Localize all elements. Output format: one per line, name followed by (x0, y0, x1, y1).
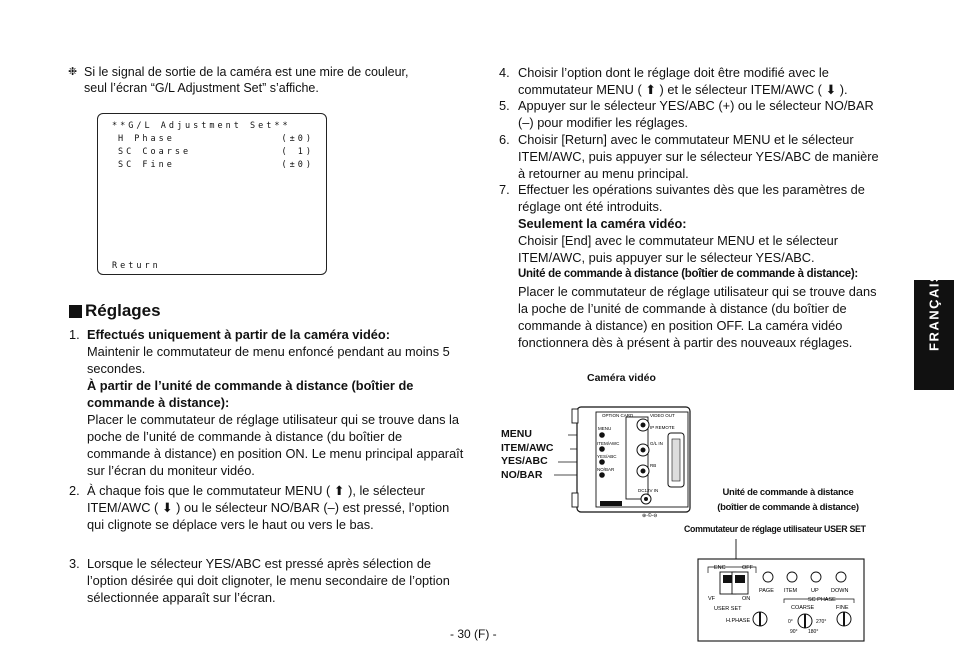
monitor-screen (97, 113, 327, 275)
monitor-row-value: (±0) (281, 134, 314, 144)
item-text: Choisir [Return] avec le commutateur MENU et le sélecteur ITEM/AWC, puis appuyer sur le sélecteur YES/ABC de manière à retourner au menu principal. (518, 132, 879, 181)
monitor-title: **G/L Adjustment Set** (112, 121, 291, 131)
enc-label: ENC (714, 565, 726, 571)
item-button (787, 572, 797, 582)
menu-label: MENU (598, 426, 612, 431)
down-label: DOWN (831, 588, 849, 594)
hphase-label: H.PHASE (726, 618, 751, 624)
monitor-row-value: (±0) (281, 160, 314, 170)
sc-phase-label: SC PHASE (808, 597, 836, 603)
item-label: ITEM (784, 588, 798, 594)
monitor-footer: Return (112, 261, 161, 271)
item-number: 3. (69, 556, 80, 571)
user-set-label: USER SET (714, 606, 742, 612)
note-paragraph (68, 64, 428, 96)
dc12v-label: DC12V IN (638, 488, 659, 493)
monitor-row-label: H Phase (118, 134, 175, 144)
item-text: Placer le commutateur de réglage utilisateur qui se trouve dans la poche de l’unité de commande à distance (du boîtier de commande à distance) en position OFF. La caméra vidéo fonctionnera dès à présent à partir des nouveaux réglages. (518, 284, 877, 350)
remote-caption-line: (boîtier de commande à distance) (717, 502, 859, 513)
item-number: 1. (69, 327, 80, 342)
label-yes-abc: YES/ABC (501, 455, 548, 467)
item-subheading: Unité de commande à distance (boîtier de commande à distance): (518, 268, 858, 280)
item-subheading: À partir de l’unité de commande à distance (boîtier de commande à distance): (87, 378, 414, 410)
deg180-label: 180° (808, 629, 819, 635)
user-set-caption: Commutateur de réglage utilisateur USER SET (684, 524, 866, 534)
page-label: PAGE (759, 588, 774, 594)
item-awc-label: ITEM/AWC (597, 441, 620, 446)
deg90-label: 90° (790, 629, 798, 635)
language-tab-label: FRANÇAIS (926, 271, 942, 351)
page-number: - 30 (F) - (450, 627, 497, 641)
item-text: Choisir [End] avec le commutateur MENU et le sélecteur ITEM/AWC, puis appuyer sur le sélecteur YES/ABC. (518, 233, 839, 265)
item-number: 5. (499, 98, 510, 113)
section-title: Réglages (85, 301, 161, 320)
video-out-label: VIDEO OUT (650, 413, 675, 418)
menu-button (599, 432, 605, 438)
item-number: 4. (499, 65, 510, 80)
gl-in-label: G/L IN (650, 441, 663, 446)
remote-caption-line: Unité de commande à distance (722, 487, 854, 498)
item-number: 2. (69, 483, 80, 498)
item-text: Lorsque le sélecteur YES/ABC est pressé après sélection de l’option désirée qui doit clignoter, le menu secondaire de l’option sélectionnée apparaît sur l’écran. (87, 556, 450, 605)
label-item-awc: ITEM/AWC (501, 441, 554, 454)
rb-label: RB (650, 463, 657, 468)
item-text: Appuyer sur le sélecteur YES/ABC (+) ou le sélecteur NO/BAR (–) pour modifier les réglages. (518, 98, 874, 130)
polarity-symbol: ⊕-©-⊖ (642, 513, 658, 519)
item-text: À chaque fois que le commutateur MENU ( ⬆ ), le sélecteur ITEM/AWC ( ⬇ ) ou le sélecteur NO/BAR (–) est pressé, l’option qui clignote se déplace vers le haut ou vers le bas. (87, 483, 450, 532)
on-label: ON (742, 596, 751, 602)
item-text: Placer le commutateur de réglage utilisateur qui se trouve dans la poche de l’unité de commande à distance (du boîtier de commande à distance) en position ON. Le menu principal apparaît sur l’écran du moniteur vidéo. (87, 412, 464, 478)
item-subheading: Seulement la caméra vidéo: (518, 216, 687, 231)
remote-unit-caption (703, 485, 873, 515)
item-text: Maintenir le commutateur de menu enfoncé pendant au moins 5 secondes. (87, 344, 450, 376)
language-tab (914, 271, 954, 390)
yes-abc-label: YES/ABC (597, 454, 617, 459)
yes-abc-button (599, 459, 605, 465)
ip-remote-label: IP REMOTE (650, 425, 675, 430)
remote-panel (698, 559, 864, 641)
no-bar-label: NO/BAR (597, 467, 615, 472)
item-subheading: Effectués uniquement à partir de la caméra vidéo: (87, 327, 390, 342)
camera-caption: Caméra vidéo (587, 372, 656, 384)
item-number: 6. (499, 132, 510, 147)
section-heading (69, 301, 161, 321)
deg0-label: 0° (788, 619, 793, 625)
remote-panel-illustration (696, 537, 871, 647)
option-card-label: OPTION CARD (602, 413, 634, 418)
camera-button-labels (501, 428, 554, 482)
up-button (811, 572, 821, 582)
label-menu: MENU (501, 428, 532, 440)
up-label: UP (811, 588, 819, 594)
coarse-label: COARSE (791, 605, 815, 611)
item-text: Effectuer les opérations suivantes dès que les paramètres de réglage ont été introduits. (518, 182, 865, 214)
page-button (763, 572, 773, 582)
monitor-row-label: SC Fine (118, 160, 175, 170)
square-bullet-icon (69, 305, 82, 318)
item-text: Choisir l’option dont le réglage doit être modifié avec le commutateur MENU ( ⬆ ) et le sélecteur ITEM/AWC ( ⬇ ). (518, 65, 848, 97)
item-number: 7. (499, 182, 510, 197)
item-awc-button (599, 446, 605, 452)
monitor-row-value: ( 1) (281, 147, 314, 157)
note-symbol: ❉ (68, 66, 78, 78)
deg270-label: 270° (816, 619, 827, 625)
monitor-row-label: SC Coarse (118, 147, 192, 157)
vf-label: VF (708, 596, 716, 602)
no-bar-button (599, 472, 605, 478)
fine-label: FINE (836, 605, 849, 611)
off-label: OFF (742, 565, 753, 571)
note-text: Si le signal de sortie de la caméra est une mire de couleur, seul l’écran “G/L Adjustment Set” s’affiche. (84, 65, 409, 95)
camera-rear-illustration (550, 395, 700, 525)
label-no-bar: NO/BAR (501, 468, 543, 481)
down-button (836, 572, 846, 582)
